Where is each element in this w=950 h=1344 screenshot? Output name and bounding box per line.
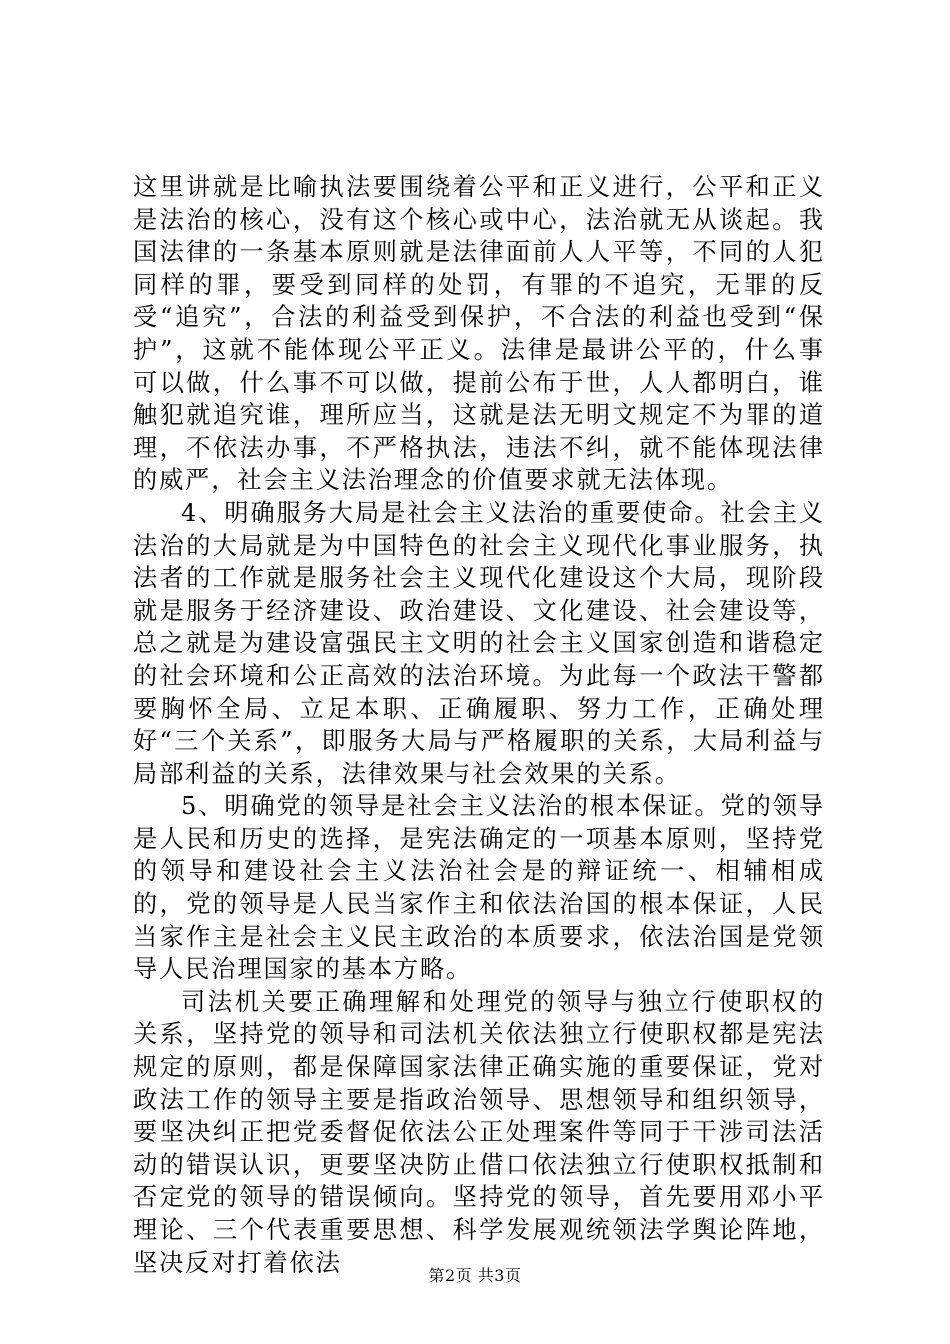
paragraph-1: 这里讲就是比喻执法要围绕着公平和正义进行，公平和正义是法治的核心，没有这个核心或中心，法治就无从谈起。我国法律的一条基本原则就是法律面前人人平等，不同的人犯同样的罪，要受到同样的处罚，有罪的不追究，无罪的反受“追究”，合法的利益受到保护，不合法的利益也受到“保护”，这就不能体现公平正义。法律是最讲公平的，什么事可以做，什么事不可以做，提前公布于世，人人都明白，谁触犯就追究谁，理所应当，这就是法无明文规定不为罪的道理，不依法办事，不严格执法，违法不纠，就不能体现法律的威严，社会主义法治理念的价值要求就无法体现。	[133, 173, 825, 495]
paragraph-2: 4、明确服务大局是社会主义法治的重要使命。社会主义法治的大局就是为中国特色的社会主义现代化事业服务，执法者的工作就是服务社会主义现代化建设这个大局，现阶段就是服务于经济建设、政治建设、文化建设、社会建设等，总之就是为建设富强民主文明的社会主义国家创造和谐稳定的社会环境和公正高效的法治环境。为此每一个政法干警都要胸怀全局、立足本职、正确履职、努力工作，正确处理好“三个关系”，即服务大局与严格履职的关系，大局利益与局部利益的关系，法律效果与社会效果的关系。	[133, 498, 825, 788]
document-body	[133, 171, 825, 1279]
paragraph-3: 5、明确党的领导是社会主义法治的根本保证。党的领导是人民和历史的选择，是宪法确定的一项基本原则，坚持党的领导和建设社会主义法治社会是的辩证统一、相辅相成的，党的领导是人民当家作主和依法治国的根本保证，人民当家作主是社会主义民主政治的本质要求，依法治国是党领导人民治理国家的基本方略。	[133, 792, 825, 984]
page-number-footer: 第2页 共3页	[428, 1266, 522, 1285]
paragraph-4: 司法机关要正确理解和处理党的领导与独立行使职权的关系，坚持党的领导和司法机关依法独立行使职权都是宪法规定的原则，都是保障国家法律正确实施的重要保证，党对政法工作的领导主要是指政治领导、思想领导和组织领导，要坚决纠正把党委督促依法公正处理案件等同于干涉司法活动的错误认识，更要坚决防止借口依法独立行使职权抵制和否定党的领导的错误倾向。坚持党的领导，首先要用邓小平理论、三个代表重要思想、科学发展观统领法学舆论阵地，坚决反对打着依法	[133, 987, 825, 1277]
